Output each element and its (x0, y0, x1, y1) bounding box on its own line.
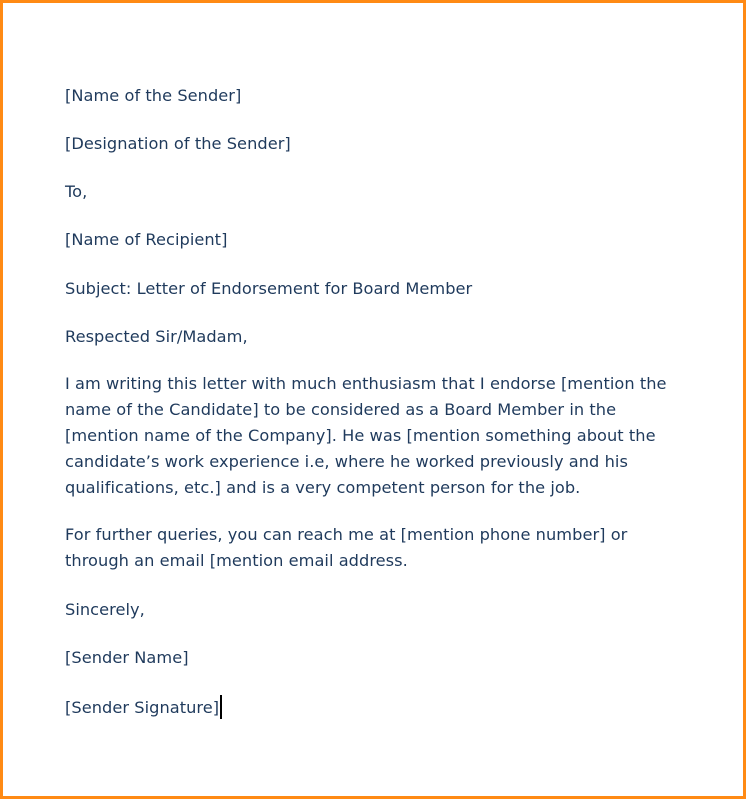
paragraph-line: For further queries, you can reach me at [mention phone number] or (65, 525, 628, 544)
subject-line: Subject: Letter of Endorsement for Board Member (65, 279, 473, 298)
paragraph-line: name of the Candidate] to be considered as a Board Member in the (65, 400, 617, 419)
salutation: Respected Sir/Madam, (65, 327, 248, 346)
signoff-signature: [Sender Signature] (65, 698, 220, 717)
closing: Sincerely, (65, 600, 145, 619)
text-cursor (220, 695, 222, 719)
signoff-signature-line (65, 695, 222, 719)
paragraph-line: through an email [mention email address. (65, 551, 408, 570)
body-paragraph-2 (65, 522, 705, 574)
paragraph-line: I am writing this letter with much enthusiasm that I endorse [mention the (65, 374, 667, 393)
paragraph-line: qualifications, etc.] and is a very competent person for the job. (65, 478, 581, 497)
signoff-name: [Sender Name] (65, 648, 189, 667)
paragraph-line: [mention name of the Company]. He was [mention something about the (65, 426, 656, 445)
body-paragraph-1 (65, 371, 705, 501)
to-line: To, (65, 182, 88, 201)
recipient-name: [Name of Recipient] (65, 230, 228, 249)
sender-designation: [Designation of the Sender] (65, 134, 291, 153)
sender-name: [Name of the Sender] (65, 86, 242, 105)
paragraph-line: candidate’s work experience i.e, where he worked previously and his (65, 452, 628, 471)
